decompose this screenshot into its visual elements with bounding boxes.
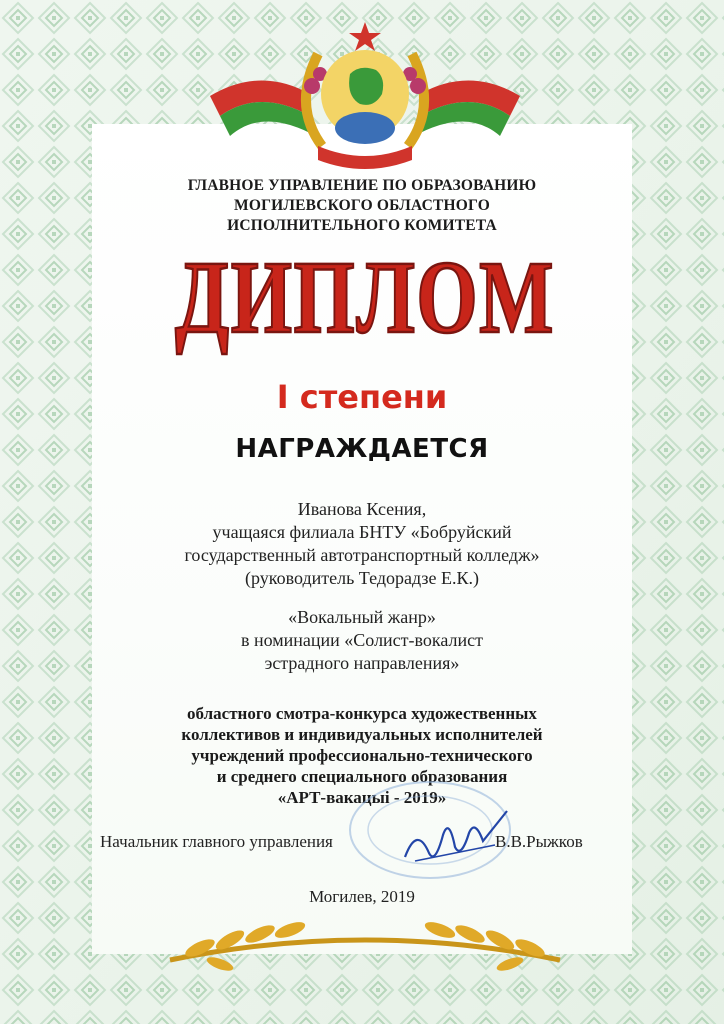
nomination-line: эстрадного направления»	[264, 653, 460, 673]
contest-line: областного смотра-конкурса художественных	[187, 704, 537, 723]
degree-label: I степени	[276, 378, 448, 416]
issuing-organization	[92, 176, 632, 236]
recipient-block	[92, 498, 632, 590]
contest-line: коллективов и индивидуальных исполнителей	[181, 725, 543, 744]
recipient-line: (руководитель Тедорадзе Е.К.)	[245, 568, 479, 588]
laurel-branch-icon	[150, 900, 580, 980]
signatory-title: Начальник главного управления	[100, 832, 333, 851]
nomination-line: в номинации «Солист-вокалист	[240, 630, 484, 650]
org-line: МОГИЛЕВСКОГО ОБЛАСТНОГО	[233, 197, 490, 214]
belarus-state-emblem-icon	[200, 16, 530, 176]
nomination-line: «Вокальный жанр»	[288, 607, 436, 627]
recipient-line: учащаяся филиала БНТУ «Бобруйский	[212, 522, 512, 542]
recipient-line: государственный автотранспортный колледж»	[184, 545, 540, 565]
recipient-line: Иванова Ксения,	[297, 499, 427, 519]
nomination-block	[92, 606, 632, 675]
org-line: ИСПОЛНИТЕЛЬНОГО КОМИТЕТА	[227, 217, 497, 234]
awarded-label: НАГРАЖДАЕТСЯ	[235, 434, 489, 464]
contest-line: и среднего специального образования	[216, 767, 508, 786]
place-and-year: Могилев, 2019	[309, 887, 415, 906]
contest-line: «АРТ-вакацыі - 2019»	[277, 788, 447, 807]
org-line: ГЛАВНОЕ УПРАВЛЕНИЕ ПО ОБРАЗОВАНИЮ	[187, 177, 537, 194]
diploma-title	[170, 240, 560, 355]
contest-line: учреждений профессионально-технического	[191, 746, 533, 765]
signatory-name: В.В.Рыжков	[495, 832, 583, 851]
diploma-title-text: ДИПЛОМ	[175, 240, 555, 355]
